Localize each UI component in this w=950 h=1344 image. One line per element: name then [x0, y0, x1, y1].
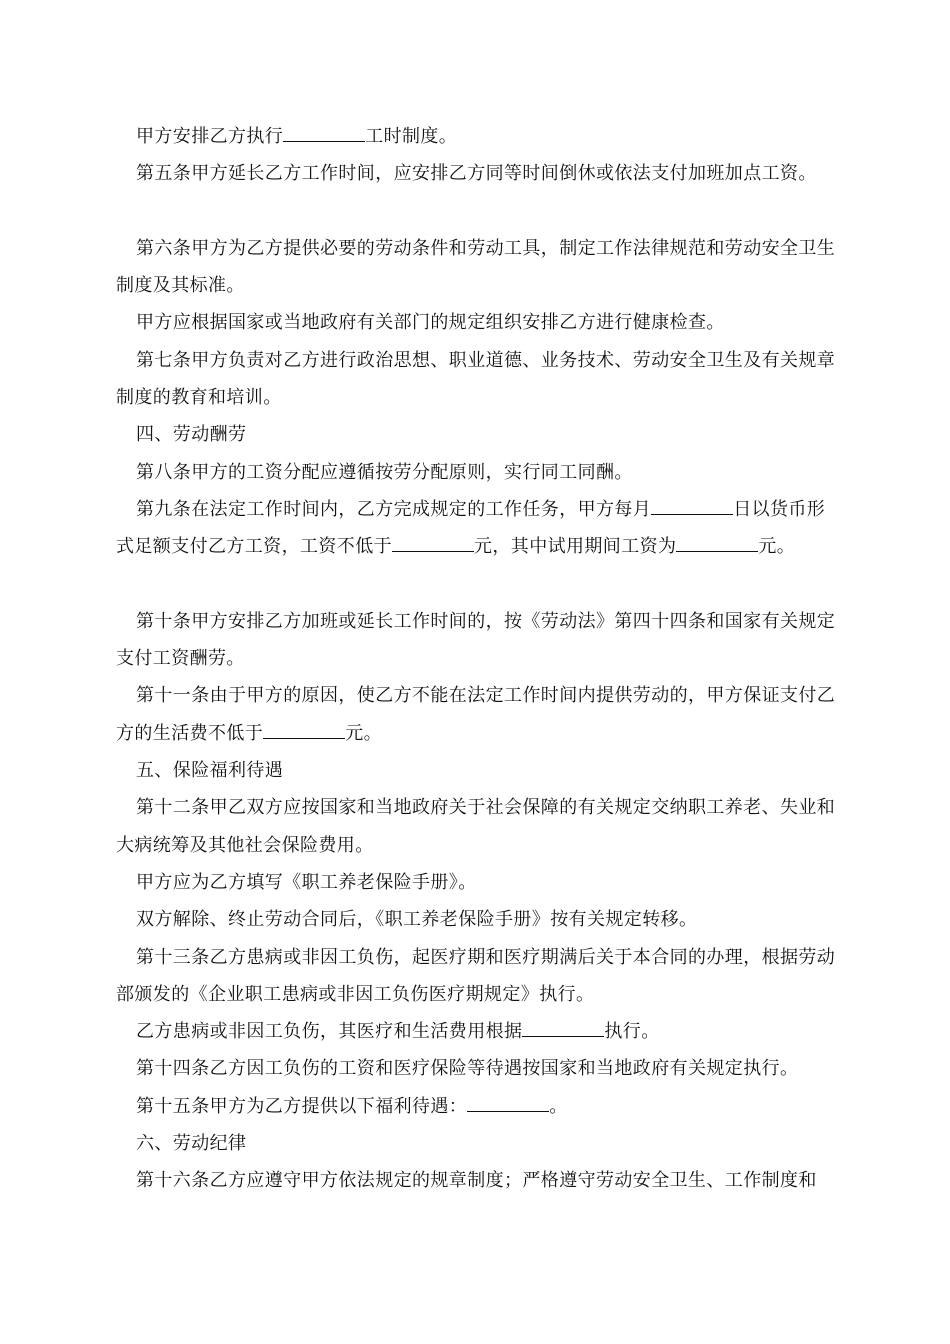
- paragraph: [116, 1162, 840, 1199]
- section-heading: [116, 1125, 840, 1162]
- paragraph-text: 第十条甲方安排乙方加班或延长工作时间的，按《劳动法》第四十四条和国家有关规定支付工资酬劳。: [116, 610, 836, 670]
- paragraph-text: 元。: [758, 536, 796, 558]
- paragraph: [116, 304, 840, 341]
- fill-blank: [522, 1021, 604, 1037]
- paragraph-text: 乙方患病或非因工负伤，其医疗和生活费用根据: [136, 1021, 523, 1043]
- paragraph-text: 甲方应为乙方填写《职工养老保险手册》。: [136, 871, 477, 893]
- paragraph-text: 元。: [345, 722, 383, 744]
- paragraph: [116, 901, 840, 938]
- paragraph: [116, 491, 840, 566]
- paragraph: [116, 864, 840, 901]
- paragraph-text: 第十四条乙方因工负伤的工资和医疗保险等待遇按国家和当地政府有关规定执行。: [136, 1058, 799, 1080]
- paragraph-text: 元，其中试用期间工资为: [474, 536, 677, 558]
- paragraph-text: 日以货币形式足额支付乙方工资，工资不低于: [116, 498, 826, 558]
- paragraph: [116, 454, 840, 491]
- paragraph: [116, 677, 840, 752]
- fill-blank: [392, 536, 474, 552]
- paragraph-text: 双方解除、终止劳动合同后，《职工养老保险手册》按有关规定转移。: [136, 909, 698, 931]
- paragraph-text: 第十五条甲方为乙方提供以下福利待遇：: [136, 1095, 468, 1117]
- blank-line: [116, 193, 840, 230]
- paragraph-text: 甲方安排乙方执行: [136, 126, 284, 147]
- paragraph: [116, 1013, 840, 1050]
- paragraph-text: 执行。: [604, 1021, 660, 1043]
- paragraph: [116, 342, 840, 417]
- fill-blank: [676, 536, 758, 552]
- paragraph-text: 第五条甲方延长乙方工作时间，应安排乙方同等时间倒休或依法支付加班加点工资。: [136, 163, 817, 185]
- paragraph-text: 第十六条乙方应遵守甲方依法规定的规章制度；严格遵守劳动安全卫生、工作制度和: [136, 1170, 817, 1192]
- paragraph: [116, 155, 840, 192]
- fill-blank: [651, 499, 733, 515]
- paragraph: [116, 603, 840, 678]
- paragraph-text: 第八条甲方的工资分配应遵循按劳分配原则，实行同工同酬。: [136, 461, 633, 483]
- section-heading-text: 六、劳动纪律: [136, 1133, 247, 1155]
- paragraph: [116, 939, 840, 1014]
- paragraph-text: 第十一条由于甲方的原因，使乙方不能在法定工作时间内提供劳动的，甲方保证支付乙方的生活费不低于: [116, 685, 836, 744]
- paragraph-text: 第七条甲方负责对乙方进行政治思想、职业道德、业务技术、劳动安全卫生及有关规章制度的教育和培训。: [116, 349, 836, 409]
- paragraph-text: 工时制度。: [365, 126, 458, 147]
- paragraph: [116, 1088, 840, 1125]
- paragraph-text: 第十二条甲乙双方应按国家和当地政府关于社会保障的有关规定交纳职工养老、失业和大病统筹及其他社会保险费用。: [116, 797, 836, 856]
- paragraph: [116, 230, 840, 305]
- paragraph-text: 第六条甲方为乙方提供必要的劳动条件和劳动工具，制定工作法律规范和劳动安全卫生制度及其标准。: [116, 237, 836, 297]
- section-heading: [116, 416, 840, 453]
- blank-line: [116, 566, 840, 603]
- paragraph-text: 第十三条乙方患病或非因工负伤，起医疗期和医疗期满后关于本合同的办理，根据劳动部颁发的《企业职工患病或非因工负伤医疗期规定》执行。: [116, 946, 836, 1005]
- paragraph-text: 甲方应根据国家或当地政府有关部门的规定组织安排乙方进行健康检查。: [136, 312, 725, 334]
- paragraph: [116, 789, 840, 864]
- paragraph-text: 。: [549, 1095, 568, 1117]
- section-heading-text: 四、劳动酬劳: [136, 424, 247, 446]
- section-heading-text: 五、保险福利待遇: [136, 760, 284, 782]
- paragraph: [116, 118, 840, 155]
- document-body: [116, 118, 840, 1200]
- fill-blank: [263, 723, 345, 739]
- section-heading: [116, 752, 840, 789]
- fill-blank: [467, 1096, 549, 1112]
- paragraph: [116, 1050, 840, 1087]
- fill-blank: [283, 126, 365, 142]
- paragraph-text: 第九条在法定工作时间内，乙方完成规定的工作任务，甲方每月: [136, 498, 652, 520]
